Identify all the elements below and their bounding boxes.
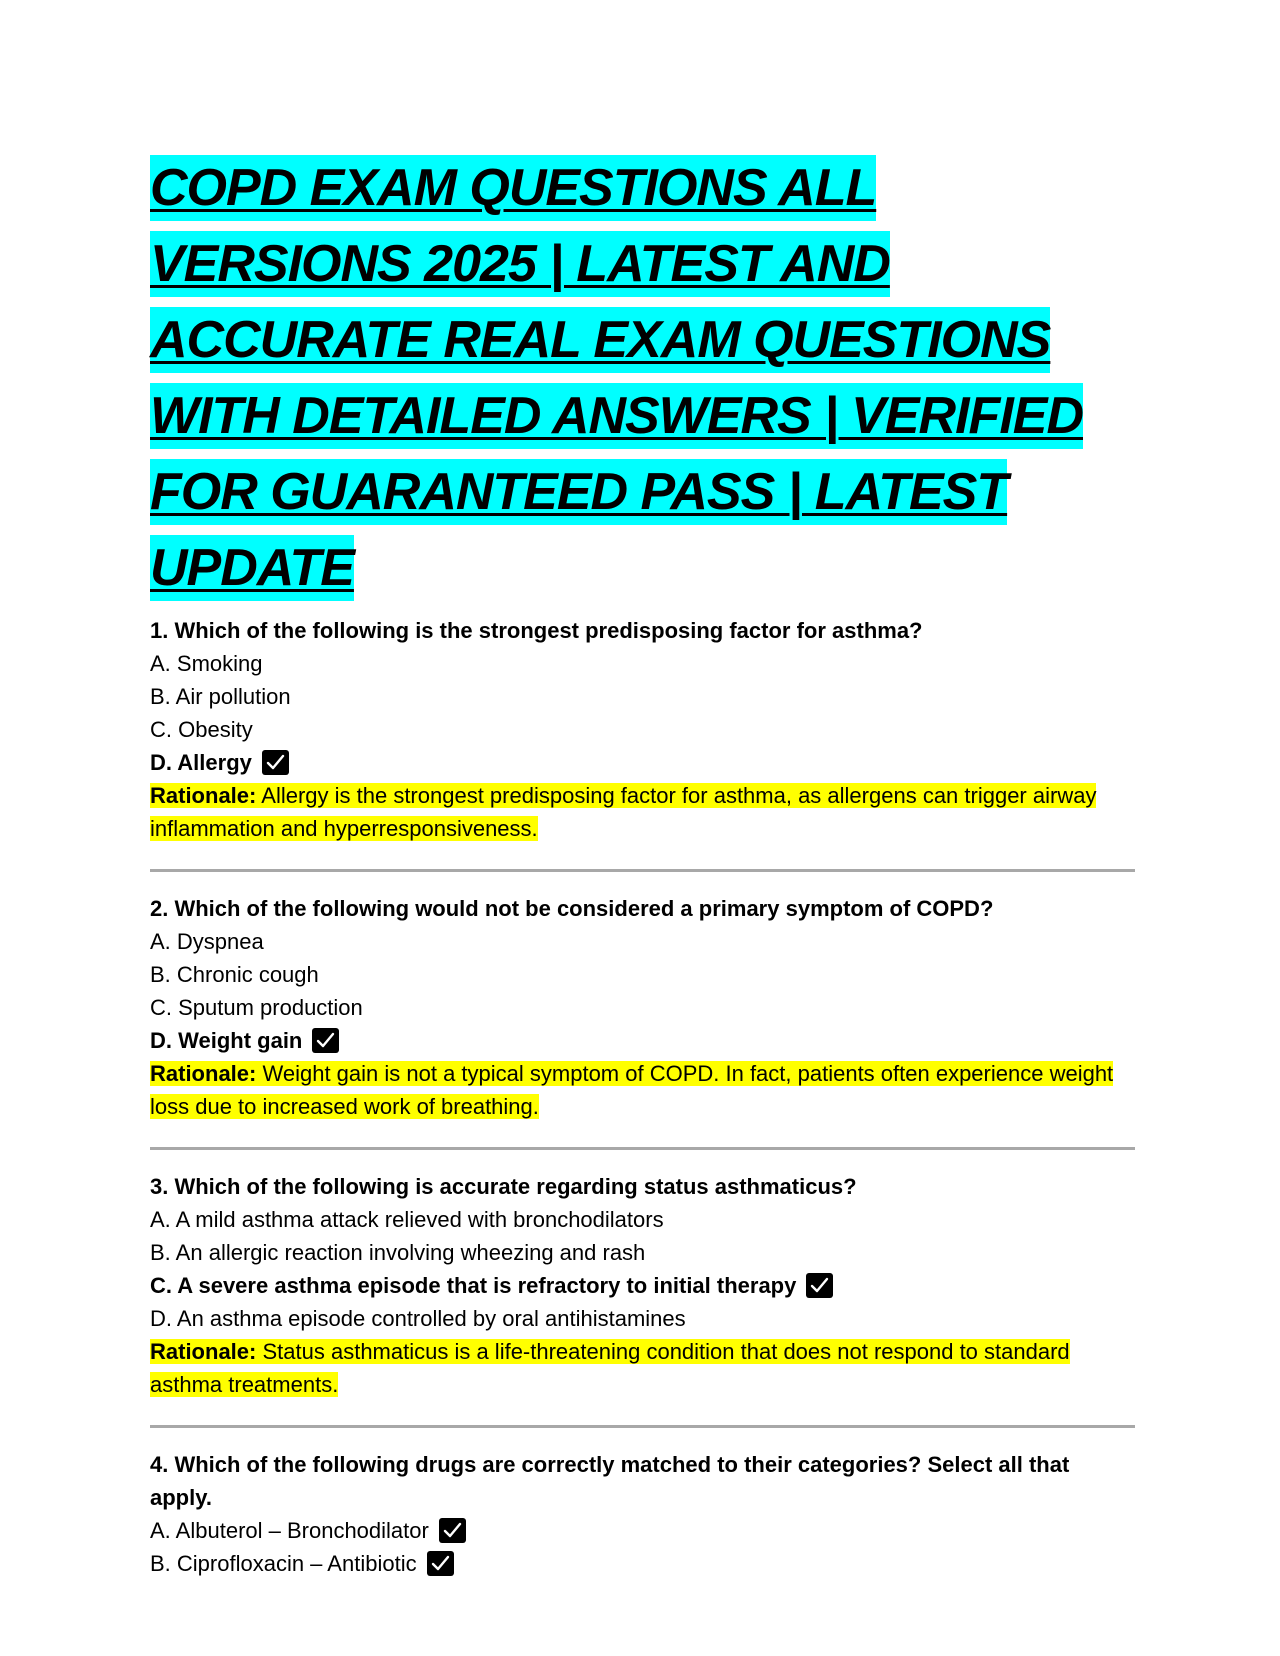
answer-option-b: B. An allergic reaction involving wheezing and rash [150,1240,646,1265]
document-title [150,150,1135,606]
divider [150,1147,1135,1150]
rationale-label: Rationale: [150,783,257,808]
answer-option-a-correct: A. Albuterol – Bronchodilator [150,1514,1135,1547]
question-text: 2. Which of the following would not be considered a primary symptom of COPD? [150,896,994,921]
checkmark-icon [439,1518,466,1543]
rationale-text: Weight gain is not a typical symptom of COPD. In fact, patients often experience weight loss due to increased work of breathing. [150,1061,1114,1119]
answer-option-b: B. Chronic cough [150,962,319,987]
question-text: 4. Which of the following drugs are correctly matched to their categories? Select all that apply. [150,1452,1070,1510]
answer-option-a: A. Smoking [150,651,263,676]
answer-option-c: C. Sputum production [150,995,363,1020]
checkmark-icon [312,1028,339,1053]
answer-option-b-correct: B. Ciprofloxacin – Antibiotic [150,1547,1135,1580]
rationale-label: Rationale: [150,1339,257,1364]
answer-option-d: D. An asthma episode controlled by oral antihistamines [150,1306,686,1331]
question-text: 3. Which of the following is accurate regarding status asthmaticus? [150,1174,857,1199]
rationale [150,1057,1135,1123]
checkmark-icon [427,1551,454,1576]
rationale [150,1335,1135,1401]
answer-option-d-correct: D. Weight gain [150,1024,1135,1057]
answer-option-a: A. A mild asthma attack relieved with bronchodilators [150,1207,664,1232]
document-title-text: COPD EXAM QUESTIONS ALL VERSIONS 2025 | LATEST AND ACCURATE REAL EXAM QUESTIONS WITH DETAILED ANSWERS | VERIFIED FOR GUARANTEED PASS | LATEST UPDATE [150,155,1083,601]
answer-option-c: C. Obesity [150,717,253,742]
rationale-text: Allergy is the strongest predisposing factor for asthma, as allergens can trigger airway inflammation and hyperresponsiveness. [150,783,1097,841]
question-text: 1. Which of the following is the strongest predisposing factor for asthma? [150,618,923,643]
question-block-2 [150,892,1135,1123]
divider [150,869,1135,872]
rationale-text: Status asthmaticus is a life-threatening condition that does not respond to standard asthma treatments. [150,1339,1070,1397]
checkmark-icon [806,1273,833,1298]
rationale [150,779,1135,845]
answer-option-b: B. Air pollution [150,684,291,709]
answer-option-c-correct: C. A severe asthma episode that is refractory to initial therapy [150,1269,1135,1302]
question-block-3 [150,1170,1135,1401]
divider [150,1425,1135,1428]
checkmark-icon [262,750,289,775]
question-block-1 [150,614,1135,845]
answer-option-d-correct: D. Allergy [150,746,1135,779]
rationale-label: Rationale: [150,1061,257,1086]
document-page [150,150,1135,1580]
answer-option-a: A. Dyspnea [150,929,264,954]
question-block-4 [150,1448,1135,1580]
